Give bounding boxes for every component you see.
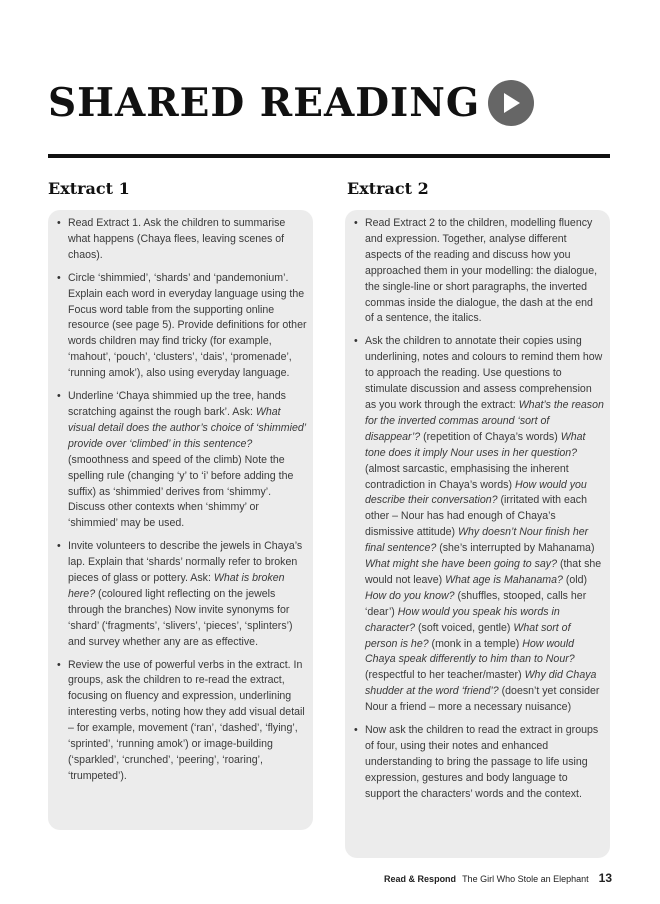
- bullet-text: (almost sarcastic, emphasising the inherent contradiction in Chaya’s words): [365, 462, 569, 491]
- bullet-text: (smoothness and speed of the climb) Note the spelling rule (changing ‘y’ to ‘i’ before adding the suffix) as ‘shimmied’ derives from ‘shimmy’. Discuss other contexts when ‘shimmy’ or ‘shimmied’ may be used.: [68, 453, 294, 530]
- question-text: What tone does it imply Nour uses in her question?: [365, 430, 586, 459]
- bullet-text: Underline ‘Chaya shimmied up the tree, hands scratching against the rough bark’. Ask:: [68, 390, 286, 418]
- bullet-text: (shuffles, stooped, calls her ‘dear’): [365, 589, 587, 618]
- bullet-item: [351, 216, 604, 327]
- bullet-item: [54, 539, 307, 650]
- question-text: Why did Chaya shudder at the word ‘friend’?: [365, 669, 597, 698]
- bullet-text: Review the use of powerful verbs in the extract. In groups, ask the children to re-read the extract, focusing on fluency and expression, underlining interesting verbs, noting how they add visual detail – for example, movement (‘ran’, ‘dashed’, ‘flying’, ‘sprinted’, ‘running amok’) or image-building (‘sparkled’, ‘crunched’, ‘peering’, ‘roaring’, ‘trumpeted’).: [68, 658, 305, 782]
- bullet-text: (irritated with each other – Nour has had enough of Chaya’s dismissive attitude): [365, 494, 587, 539]
- bullet-text: (old): [562, 573, 588, 586]
- question-text: What sort of person is he?: [365, 621, 571, 650]
- bullet-text: (repetition of Chaya’s words): [420, 430, 561, 443]
- page-title: [48, 80, 534, 126]
- extract1-heading: Extract 1: [48, 179, 130, 198]
- bullet-text: Now ask the children to read the extract in groups of four, using their notes and enhanced understanding to bring the passage to life using expression, gestures and body language to support the characters’ words and the context.: [365, 724, 599, 800]
- question-text: What might she have been going to say?: [365, 558, 557, 571]
- page-footer: [384, 871, 612, 885]
- question-text: How would you speak his words in character?: [365, 605, 560, 634]
- bullet-item: [351, 334, 604, 716]
- page-title-text: SHARED READING: [48, 79, 481, 126]
- bullet-item: [351, 723, 604, 803]
- extract1-panel: [48, 210, 313, 830]
- bullet-text: Invite volunteers to describe the jewels in Chaya’s lap. Explain that ‘shards’ normally refer to broken pieces of glass or pottery. Ask:: [68, 540, 303, 585]
- question-text: How do you know?: [365, 589, 455, 602]
- title-divider: [48, 154, 610, 158]
- bullet-text: Circle ‘shimmied’, ‘shards’ and ‘pandemonium’. Explain each word in everyday language using the Focus word table from the supporting online resource (see page 5). Provide definitions for other words children may find tricky (for example, ‘mahout’, ‘pouch’, ‘clusters’, ‘dais’, ‘promenade’, ‘running amok’), also using everyday language.: [68, 271, 307, 380]
- extract2-heading: Extract 2: [347, 179, 429, 198]
- question-text: What visual detail does the author’s choice of ‘shimmied’ provide over ‘climbed’ in this sentence?: [68, 405, 306, 450]
- bullet-text: (respectful to her teacher/master): [365, 669, 525, 682]
- bullet-text: Read Extract 2 to the children, modelling fluency and expression. Together, analyse different aspects of the reading and discuss how you approached them in your modelling: the dialogue, the single-line or short paragraphs, the inverted commas inside the dialogue, the dash at the end of a sentence, the italics.: [365, 217, 598, 325]
- page-number: 13: [598, 871, 612, 885]
- bullet-text: (she’s interrupted by Mahanama): [436, 542, 595, 555]
- bullet-text: Read Extract 1. Ask the children to summarise what happens (Chaya flees, leaving scenes of chaos).: [68, 217, 286, 261]
- footer-brand: Read & Respond: [384, 874, 457, 884]
- question-text: What’s the reason for the inverted commas around ‘sort of disappear’?: [365, 398, 604, 443]
- bullet-text: (monk in a temple): [428, 637, 523, 650]
- footer-book-title: The Girl Who Stole an Elephant: [462, 874, 589, 884]
- question-text: How would you describe their conversation?: [365, 478, 587, 507]
- bullet-text: (doesn’t yet consider Nour a friend – more a necessary nuisance): [365, 685, 600, 714]
- question-text: Why doesn’t Nour finish her final sentence?: [365, 526, 589, 555]
- bullet-item: [54, 216, 307, 264]
- extract2-bullet-list: [351, 216, 604, 803]
- bullet-text: (that she would not leave): [365, 558, 602, 586]
- bullet-text: Ask the children to annotate their copies using underlining, notes and colours to remind them how to approach the reading. Use questions to stimulate discussion and assess comprehension as you work through the extract:: [365, 335, 603, 411]
- question-text: How would Chaya speak differently to him than to Nour?: [365, 637, 575, 666]
- question-text: What age is Mahanama?: [445, 573, 563, 586]
- play-icon: [488, 80, 534, 126]
- question-text: What is broken here?: [68, 572, 285, 600]
- extract2-panel: [345, 210, 610, 858]
- bullet-item: [54, 271, 307, 382]
- bullet-text: (soft voiced, gentle): [415, 621, 514, 634]
- extract1-bullet-list: [54, 216, 307, 785]
- bullet-item: [54, 389, 307, 532]
- bullet-item: [54, 658, 307, 785]
- bullet-text: (coloured light reflecting on the jewels through the branches) Now invite synonyms for ‘shard’ (‘fragments’, ‘slivers’, ‘pieces’, ‘splinters’) and survey whether any are as effective.: [68, 587, 293, 648]
